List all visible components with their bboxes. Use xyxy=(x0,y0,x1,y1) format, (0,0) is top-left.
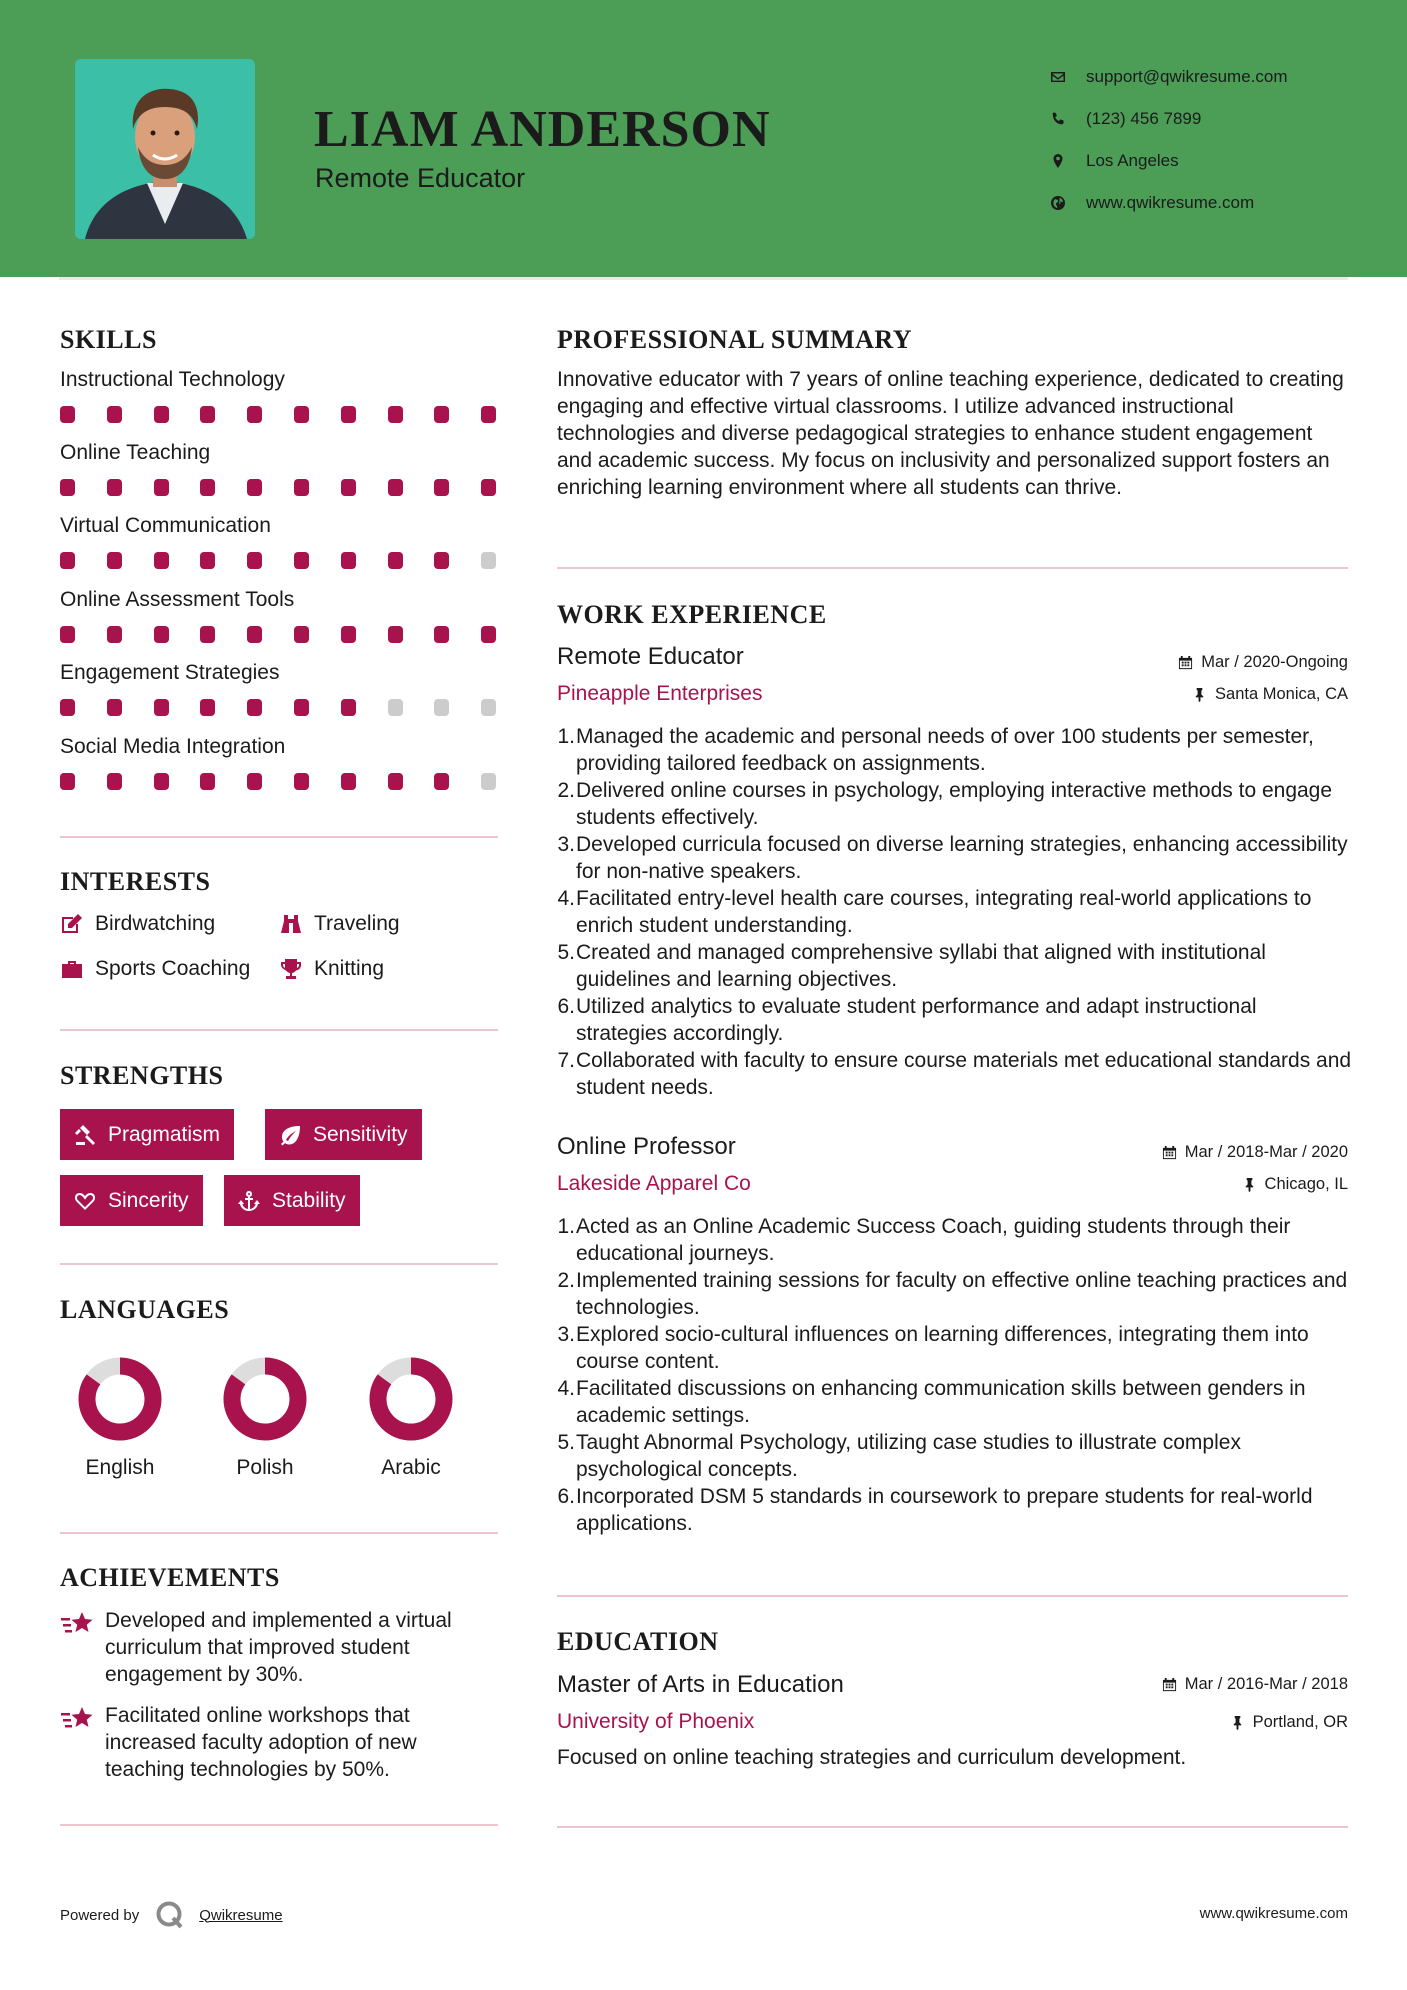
skill-rating xyxy=(60,479,498,497)
skill-dot xyxy=(481,699,496,716)
duty-text: Utilized analytics to evaluate student performance and adapt instructional strategies accordingly. xyxy=(576,995,1257,1045)
skill-dot xyxy=(388,552,403,569)
skill-dot xyxy=(107,406,122,423)
interest-label: Traveling xyxy=(314,912,400,935)
skill-dot xyxy=(154,406,169,423)
duty-number: 7. xyxy=(557,1049,575,1072)
map-marker-icon xyxy=(1050,153,1086,169)
skill-dot xyxy=(434,626,449,643)
summary-heading: PROFESSIONAL SUMMARY xyxy=(557,325,913,354)
skill-dot xyxy=(154,699,169,716)
candidate-name: LIAM ANDERSON xyxy=(314,101,771,158)
skill-name: Online Assessment Tools xyxy=(60,588,295,611)
company-name: Lakeside Apparel Co xyxy=(557,1172,751,1195)
qwikresume-logo-icon xyxy=(155,1900,185,1930)
skill-dot xyxy=(200,699,215,716)
skill-rating xyxy=(60,626,498,644)
strengths-heading: STRENGTHS xyxy=(60,1061,224,1090)
skill-dot xyxy=(60,552,75,569)
education-heading: EDUCATION xyxy=(557,1627,719,1656)
skill-rating xyxy=(60,699,498,717)
footer-powered-by xyxy=(60,1900,283,1930)
interest-item xyxy=(60,957,250,981)
job-duty-item xyxy=(552,1213,1352,1267)
job-duty-item xyxy=(552,777,1352,831)
skill-dot xyxy=(60,699,75,716)
duty-text: Acted as an Online Academic Success Coach, guiding students through their educational journeys. xyxy=(576,1215,1291,1265)
skill-dot xyxy=(388,626,403,643)
skill-dot xyxy=(247,626,262,643)
skill-name: Online Teaching xyxy=(60,441,211,464)
language-item xyxy=(210,1356,320,1480)
skill-dot xyxy=(341,773,356,790)
contact-phone-text: (123) 456 7899 xyxy=(1086,109,1202,128)
job-dates xyxy=(1178,653,1348,672)
duty-text: Created and managed comprehensive syllabi that aligned with institutional guidelines and learning objectives. xyxy=(576,941,1266,991)
heart-icon xyxy=(74,1190,96,1212)
language-donut xyxy=(222,1356,308,1442)
education-location-text: Portland, OR xyxy=(1252,1713,1348,1731)
skill-dot xyxy=(294,699,309,716)
duty-text: Facilitated entry-level health care courses, integrating real-world applications to enrich student understanding. xyxy=(576,887,1312,937)
strength-label: Sincerity xyxy=(108,1188,189,1212)
skill-dot xyxy=(107,773,122,790)
interest-item xyxy=(60,912,215,936)
skill-dot xyxy=(481,773,496,790)
contact-website[interactable] xyxy=(1050,182,1288,224)
duty-text: Facilitated discussions on enhancing communication skills between genders in academic settings. xyxy=(576,1377,1306,1427)
skill-dot xyxy=(247,773,262,790)
job-duty-item xyxy=(552,831,1352,885)
job-duty-item xyxy=(552,1429,1352,1483)
duty-number: 2. xyxy=(557,1269,575,1292)
skill-dot xyxy=(107,699,122,716)
skill-dot xyxy=(200,479,215,496)
calendar-icon xyxy=(1162,1145,1177,1160)
skill-dot xyxy=(107,479,122,496)
skill-rating xyxy=(60,406,498,424)
leaf-icon xyxy=(279,1124,301,1146)
skill-dot xyxy=(294,479,309,496)
job-title: Online Professor xyxy=(557,1133,736,1160)
skill-dot xyxy=(60,479,75,496)
header-divider xyxy=(59,277,1348,280)
strength-badge xyxy=(265,1109,422,1160)
contact-email-text: support@qwikresume.com xyxy=(1086,67,1288,86)
language-donut xyxy=(368,1356,454,1442)
skill-dot xyxy=(341,406,356,423)
skill-dot xyxy=(388,479,403,496)
edit-icon xyxy=(60,913,84,935)
job-duty-item xyxy=(552,1483,1352,1537)
duty-number: 4. xyxy=(557,887,575,910)
skill-dot xyxy=(341,699,356,716)
education-dates xyxy=(1162,1675,1348,1694)
skill-dot xyxy=(294,406,309,423)
skill-dot xyxy=(154,552,169,569)
qwikresume-link[interactable]: Qwikresume xyxy=(199,1906,283,1924)
skill-dot xyxy=(388,699,403,716)
skill-dot xyxy=(294,773,309,790)
strength-label: Sensitivity xyxy=(313,1122,408,1146)
language-item xyxy=(65,1356,175,1480)
duty-number: 4. xyxy=(557,1377,575,1400)
skill-dot xyxy=(107,552,122,569)
skill-dot xyxy=(247,406,262,423)
strength-badge xyxy=(224,1175,360,1226)
powered-by-text: Powered by xyxy=(60,1906,140,1924)
skill-dot xyxy=(60,626,75,643)
skill-dot xyxy=(200,773,215,790)
job-location xyxy=(1242,1175,1348,1194)
skill-dot xyxy=(434,773,449,790)
section-divider xyxy=(557,1595,1348,1597)
skill-dot xyxy=(154,773,169,790)
duty-text: Taught Abnormal Psychology, utilizing case studies to illustrate complex psychological concepts. xyxy=(576,1431,1241,1481)
skill-dot xyxy=(294,626,309,643)
binoculars-icon xyxy=(279,913,303,935)
strength-badge xyxy=(60,1175,203,1226)
contact-phone[interactable] xyxy=(1050,98,1288,140)
job-dates-text: Mar / 2020-Ongoing xyxy=(1201,653,1348,671)
duty-number: 1. xyxy=(557,1215,575,1238)
experience-heading: WORK EXPERIENCE xyxy=(557,600,827,629)
job-duty-item xyxy=(552,1321,1352,1375)
interest-label: Knitting xyxy=(314,957,385,980)
skills-heading: SKILLS xyxy=(60,325,157,354)
contact-location-text: Los Angeles xyxy=(1086,151,1179,170)
duty-number: 5. xyxy=(557,1431,575,1454)
duty-number: 5. xyxy=(557,941,575,964)
skill-rating xyxy=(60,773,498,791)
job-dates xyxy=(1162,1143,1348,1162)
language-item xyxy=(356,1356,466,1480)
duty-number: 3. xyxy=(557,1323,575,1346)
skill-dot xyxy=(294,552,309,569)
duty-number: 3. xyxy=(557,833,575,856)
section-divider xyxy=(60,836,498,838)
job-duty-item xyxy=(552,1375,1352,1429)
language-name: Polish xyxy=(236,1456,294,1479)
skill-name: Engagement Strategies xyxy=(60,661,280,684)
job-location xyxy=(1192,685,1348,704)
skill-rating xyxy=(60,552,498,570)
language-donut xyxy=(77,1356,163,1442)
skill-dot xyxy=(388,773,403,790)
skill-dot xyxy=(200,552,215,569)
envelope-icon xyxy=(1050,69,1086,85)
skill-dot xyxy=(200,406,215,423)
skill-dot xyxy=(481,552,496,569)
briefcase-icon xyxy=(60,958,84,980)
achievement-item xyxy=(60,1702,490,1783)
section-divider xyxy=(60,1263,498,1265)
duty-number: 6. xyxy=(557,1485,575,1508)
job-duties-list xyxy=(552,1213,1352,1537)
job-location-text: Santa Monica, CA xyxy=(1215,685,1348,703)
calendar-icon xyxy=(1162,1677,1177,1692)
section-divider xyxy=(60,1029,498,1031)
section-divider xyxy=(60,1532,498,1534)
contact-location xyxy=(1050,140,1288,182)
interest-label: Sports Coaching xyxy=(95,957,251,980)
job-location-text: Chicago, IL xyxy=(1264,1175,1348,1193)
language-name: Arabic xyxy=(381,1456,441,1479)
contact-list xyxy=(1050,56,1288,224)
duty-number: 1. xyxy=(557,725,575,748)
skill-dot xyxy=(154,479,169,496)
duty-text: Collaborated with faculty to ensure course materials met educational standards and student needs. xyxy=(576,1049,1352,1099)
skill-dot xyxy=(481,626,496,643)
skill-dot xyxy=(60,773,75,790)
footer-website[interactable]: www.qwikresume.com xyxy=(1199,1905,1348,1922)
job-dates-text: Mar / 2018-Mar / 2020 xyxy=(1184,1143,1348,1161)
gavel-icon xyxy=(74,1124,96,1146)
duty-text: Developed curricula focused on diverse learning strategies, enhancing accessibility for non-native speakers. xyxy=(576,833,1348,883)
anchor-icon xyxy=(238,1190,260,1212)
summary-text: Innovative educator with 7 years of online teaching experience, dedicated to creating engaging and effective virtual classrooms. I utilize advanced instructional technologies and diverse pedagogical strategies to enhance student engagement and academic success. My focus on inclusivity and personalized support fosters an enriching learning environment where all students can thrive. xyxy=(557,368,1344,499)
skill-dot xyxy=(434,552,449,569)
duty-number: 6. xyxy=(557,995,575,1018)
education-location xyxy=(1230,1713,1348,1732)
job-duty-item xyxy=(552,939,1352,993)
contact-website-text: www.qwikresume.com xyxy=(1086,193,1255,212)
section-divider xyxy=(557,1826,1348,1828)
skill-dot xyxy=(60,406,75,423)
skill-dot xyxy=(434,699,449,716)
interests-heading: INTERESTS xyxy=(60,867,211,896)
skill-name: Instructional Technology xyxy=(60,368,285,391)
education-dates-text: Mar / 2016-Mar / 2018 xyxy=(1184,1675,1348,1693)
languages-heading: LANGUAGES xyxy=(60,1295,230,1324)
pushpin-icon xyxy=(1192,687,1207,702)
strength-label: Stability xyxy=(272,1188,346,1212)
degree-title: Master of Arts in Education xyxy=(557,1671,844,1698)
achievements-heading: ACHIEVEMENTS xyxy=(60,1563,280,1592)
skill-dot xyxy=(200,626,215,643)
profile-photo xyxy=(75,59,255,239)
interest-label: Birdwatching xyxy=(95,912,216,935)
duty-text: Managed the academic and personal needs of over 100 students per semester, providing tailored feedback on assignments. xyxy=(576,725,1314,775)
duty-text: Explored socio-cultural influences on learning differences, integrating them into course content. xyxy=(576,1323,1309,1373)
shooting-star-icon xyxy=(60,1609,94,1637)
achievement-item xyxy=(60,1607,490,1688)
language-name: English xyxy=(85,1456,155,1479)
skill-dot xyxy=(247,699,262,716)
achievement-text: Developed and implemented a virtual curriculum that improved student engagement by 30%. xyxy=(105,1609,452,1686)
interest-item xyxy=(279,912,400,936)
interest-item xyxy=(279,957,384,981)
job-duty-item xyxy=(552,1047,1352,1101)
job-duty-item xyxy=(552,723,1352,777)
duty-text: Delivered online courses in psychology, employing interactive methods to engage students effectively. xyxy=(576,779,1333,829)
shooting-star-icon xyxy=(60,1704,94,1732)
contact-email[interactable] xyxy=(1050,56,1288,98)
skill-dot xyxy=(434,479,449,496)
skill-dot xyxy=(247,552,262,569)
strength-badge xyxy=(60,1109,234,1160)
trophy-icon xyxy=(279,958,303,980)
achievement-text: Facilitated online workshops that increased faculty adoption of new teaching technologies by 50%. xyxy=(105,1704,417,1781)
strength-label: Pragmatism xyxy=(108,1122,221,1146)
job-duty-item xyxy=(552,1267,1352,1321)
calendar-icon xyxy=(1178,655,1193,670)
candidate-title: Remote Educator xyxy=(315,163,526,193)
skill-dot xyxy=(154,626,169,643)
school-name: University of Phoenix xyxy=(557,1710,755,1733)
skill-dot xyxy=(434,406,449,423)
skill-dot xyxy=(341,626,356,643)
pushpin-icon xyxy=(1230,1715,1245,1730)
duty-text: Implemented training sessions for faculty on effective online teaching practices and technologies. xyxy=(576,1269,1348,1319)
pushpin-icon xyxy=(1242,1177,1257,1192)
skill-name: Social Media Integration xyxy=(60,735,286,758)
skill-dot xyxy=(481,406,496,423)
duty-text: Incorporated DSM 5 standards in coursework to prepare students for real-world applications. xyxy=(576,1485,1313,1535)
skill-name: Virtual Communication xyxy=(60,514,271,537)
skill-dot xyxy=(341,479,356,496)
duty-number: 2. xyxy=(557,779,575,802)
globe-icon xyxy=(1050,195,1086,211)
phone-icon xyxy=(1050,111,1086,127)
skill-dot xyxy=(341,552,356,569)
job-duty-item xyxy=(552,885,1352,939)
section-divider xyxy=(557,567,1348,569)
company-name: Pineapple Enterprises xyxy=(557,682,763,705)
skill-dot xyxy=(107,626,122,643)
job-title: Remote Educator xyxy=(557,643,744,670)
education-description: Focused on online teaching strategies and curriculum development. xyxy=(557,1746,1187,1769)
job-duties-list xyxy=(552,723,1352,1101)
skill-dot xyxy=(481,479,496,496)
skill-dot xyxy=(247,479,262,496)
skill-dot xyxy=(388,406,403,423)
section-divider xyxy=(60,1824,498,1826)
job-duty-item xyxy=(552,993,1352,1047)
resume-header xyxy=(0,0,1407,277)
